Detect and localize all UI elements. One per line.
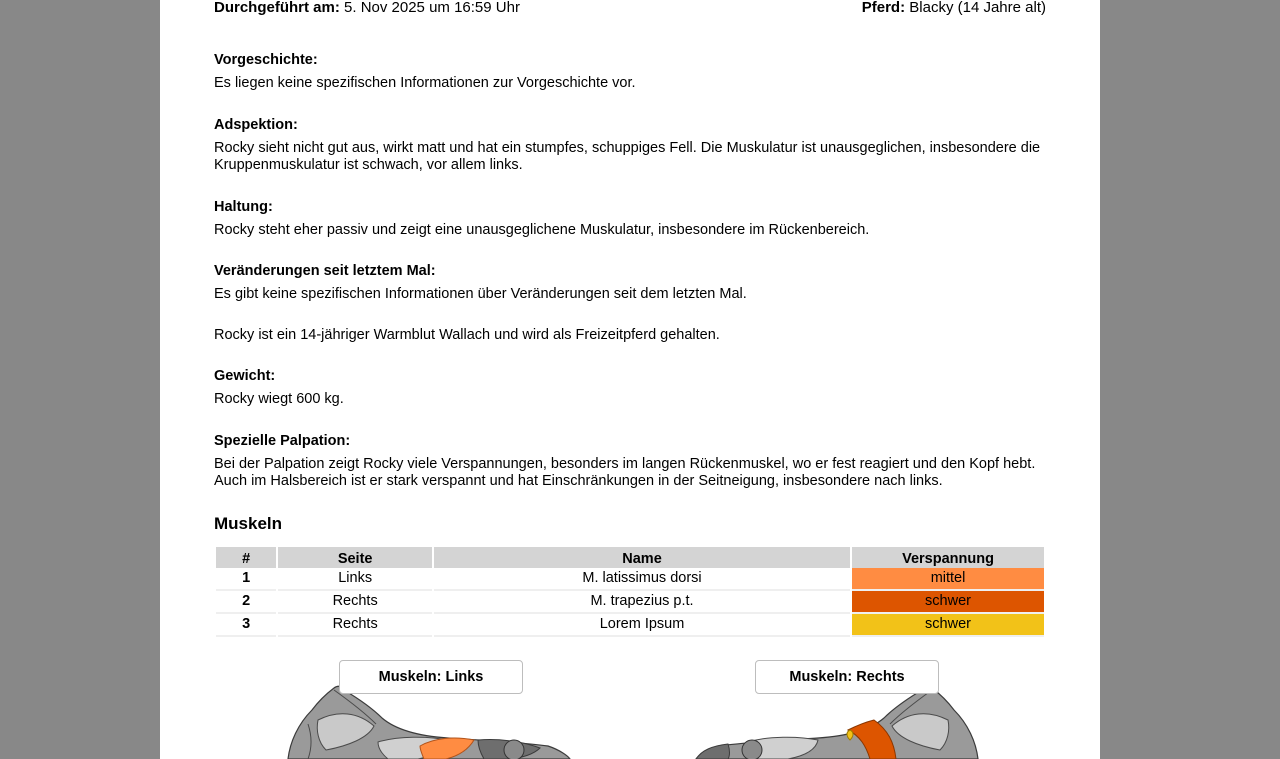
section-palpation [214,433,1044,490]
row-num: 2 [216,591,276,614]
section-heading: Vorgeschichte: [214,52,318,68]
horse-value: Blacky (14 Jahre alt) [909,0,1046,16]
row-side: Rechts [278,614,432,637]
report-header [214,0,1046,18]
section-adspektion [214,117,1044,174]
column-header-side: Seite [278,547,432,568]
section-heading: Spezielle Palpation: [214,433,351,449]
section-text: Rocky sieht nicht gut aus, wirkt matt und hat ein stumpfes, schuppiges Fell. Die Muskulatur ist unausgeglichen, insbesondere die Kruppenmuskulatur ist schwach, vor allem links. [214,140,1041,173]
row-side: Rechts [278,591,432,614]
table-row [216,614,1044,637]
performed-label: Durchgeführt am: [214,0,340,16]
table-row [216,568,1044,591]
section-text: Es gibt keine spezifischen Informationen über Veränderungen seit dem letzten Mal. [214,286,747,302]
report-page [160,0,1100,759]
column-header-name: Name [434,547,850,568]
row-name: Lorem Ipsum [434,614,850,637]
row-name: M. trapezius p.t. [434,591,850,614]
row-num: 3 [216,614,276,637]
diagram-label-right: Muskeln: Rechts [755,660,939,694]
section-veraenderungen [214,263,1044,303]
performed-date [214,0,520,16]
section-vorgeschichte [214,52,1044,92]
row-tension: schwer [852,614,1044,637]
performed-value: 5. Nov 2025 um 16:59 Uhr [344,0,520,16]
section-text: Es liegen keine spezifischen Informationen zur Vorgeschichte vor. [214,75,636,91]
column-header-num: # [216,547,276,568]
section-text: Rocky wiegt 600 kg. [214,391,344,407]
horse-label: Pferd: [861,0,906,16]
section-haltung [214,199,1044,239]
table-header-row [216,547,1044,568]
section-heading: Adspektion: [214,117,298,133]
row-tension: mittel [852,568,1044,591]
diagram-label-left: Muskeln: Links [339,660,523,694]
muscles-table [214,547,1046,637]
horse-info [862,0,1046,16]
muscles-title: Muskeln [214,514,283,533]
row-tension: schwer [852,591,1044,614]
row-side: Links [278,568,432,591]
section-heading: Haltung: [214,199,273,215]
column-header-tension: Verspannung [852,547,1044,568]
section-gewicht [214,368,1044,408]
section-text: Rocky steht eher passiv und zeigt eine unausgeglichene Muskulatur, insbesondere im Rückenbereich. [214,222,870,238]
section-text: Bei der Palpation zeigt Rocky viele Verspannungen, besonders im langen Rückenmuskel, wo er fest reagiert und den Kopf hebt. Auch im Halsbereich ist er stark verspannt und hat Einschränkungen in der Seitneigung, insbesondere nach links. [214,456,1036,489]
section-info [214,327,1044,344]
table-row [216,591,1044,614]
row-num: 1 [216,568,276,591]
section-text: Rocky ist ein 14-jähriger Warmblut Wallach und wird als Freizeitpferd gehalten. [214,327,720,343]
section-heading: Gewicht: [214,368,276,384]
row-name: M. latissimus dorsi [434,568,850,591]
section-heading: Veränderungen seit letztem Mal: [214,263,436,279]
